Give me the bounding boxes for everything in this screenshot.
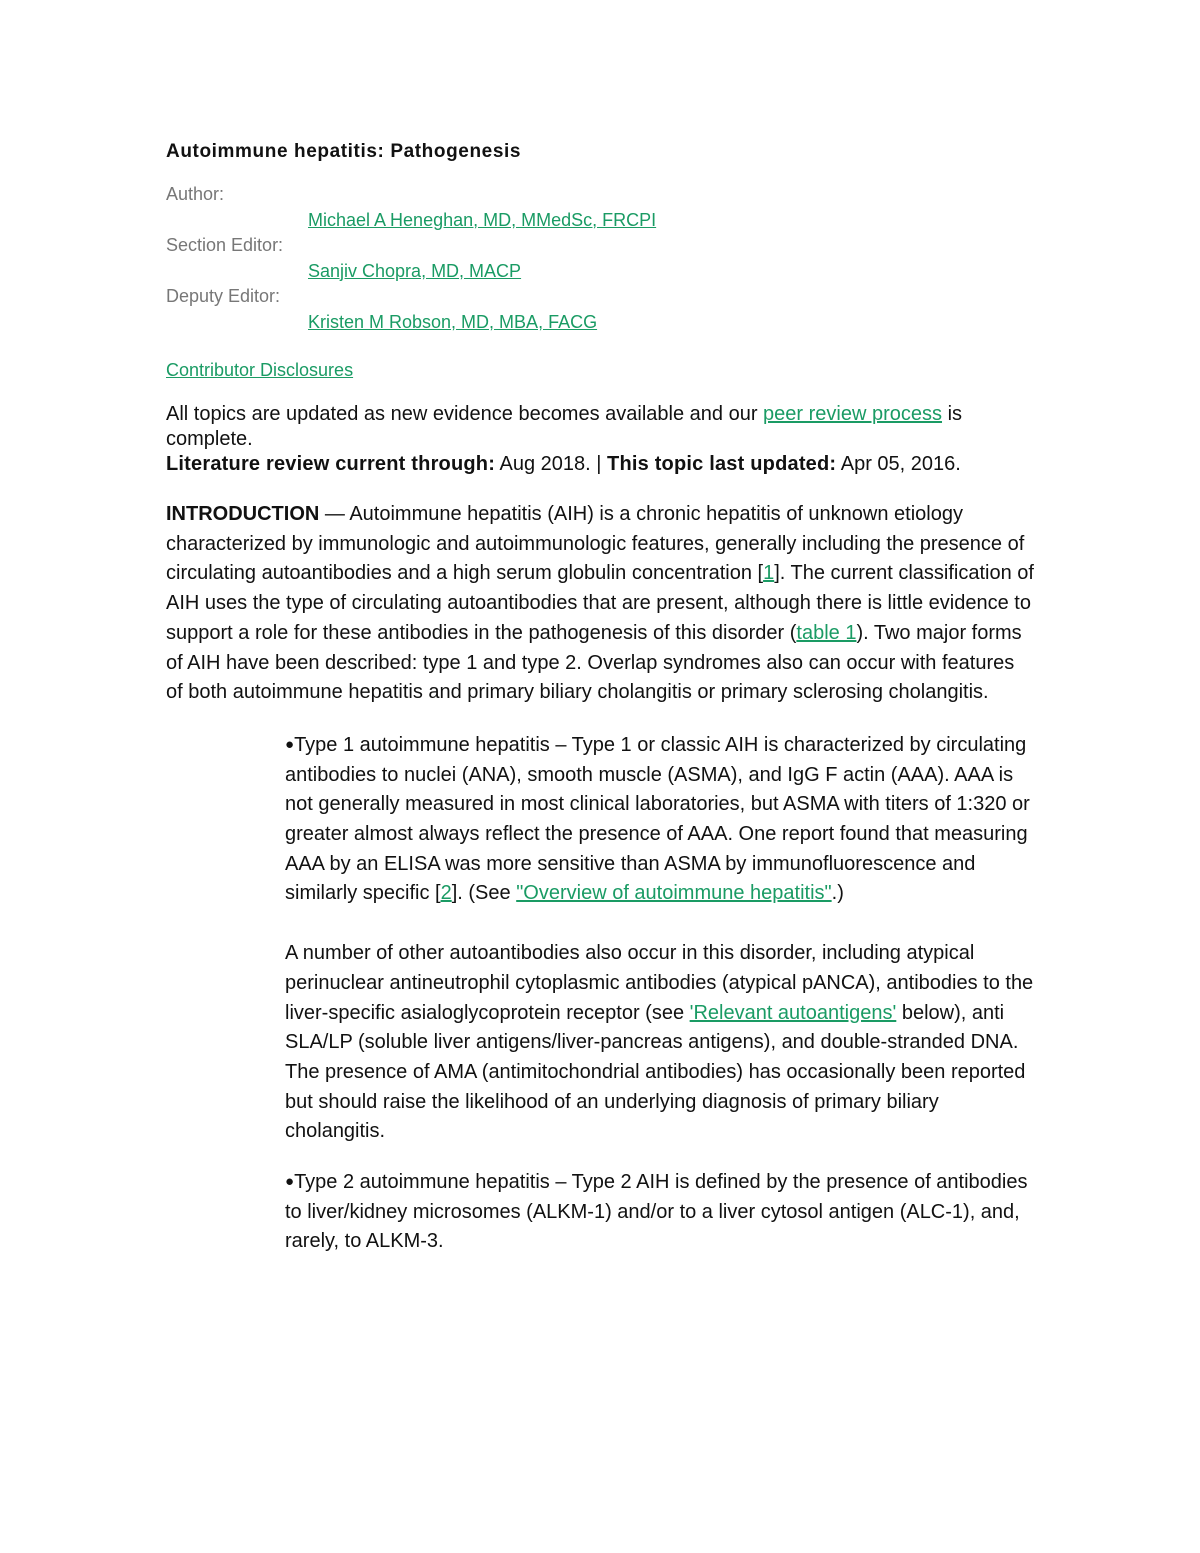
- author-link[interactable]: Michael A Heneghan, MD, MMedSc, FRCPI: [308, 209, 657, 230]
- bullet-1-text-1: Type 1 autoimmune hepatitis – Type 1 or classic AIH is characterized by circulating antibodies to nuclei (ANA), smooth muscle (ASMA), and IgG F actin (AAA). AAA is not generally measured in most clinical laboratories, but ASMA with titers of 1:320 or greater almost always reflect the presence of AAA. One report found that measuring AAA by an ELISA was more sensitive than ASMA by immunofluorescence and similarly specific [: [285, 733, 1030, 905]
- page-title: Autoimmune hepatitis: Pathogenesis: [166, 141, 522, 162]
- lit-review-value: Aug 2018. |: [495, 453, 608, 475]
- deputy-editor-link[interactable]: Kristen M Robson, MD, MBA, FACG: [308, 311, 598, 332]
- update-note-prefix: All topics are updated as new evidence becomes available and our: [166, 403, 764, 425]
- bullet-icon: ●: [285, 735, 295, 753]
- relevant-autoantigens-link[interactable]: 'Relevant autoantigens': [689, 1001, 897, 1024]
- overview-aih-link[interactable]: "Overview of autoimmune hepatitis": [516, 882, 832, 905]
- section-editor-label: Section Editor:: [166, 235, 284, 255]
- bullet-type-2: [285, 1167, 1036, 1257]
- lit-review-label: Literature review current through:: [166, 453, 496, 475]
- contributors-block: [166, 182, 1036, 335]
- last-updated-value: Apr 05, 2016.: [836, 453, 961, 475]
- document-page: [166, 138, 1036, 1257]
- last-updated-label: This topic last updated:: [607, 453, 837, 475]
- section-editor-link[interactable]: Sanjiv Chopra, MD, MACP: [308, 260, 522, 281]
- peer-review-link[interactable]: peer review process: [763, 403, 943, 425]
- introduction-paragraph: [166, 500, 1036, 708]
- bullet-1-text-3: .): [831, 882, 844, 905]
- deputy-editor-label: Deputy Editor:: [166, 286, 281, 306]
- introduction-heading: INTRODUCTION: [166, 503, 320, 525]
- bullet-1-text-2: ]. (See: [451, 882, 517, 905]
- review-dates: [166, 452, 1036, 477]
- intro-text-3: ). Two major forms of AIH have been described: type 1 and type 2. Overlap syndromes also can occur with features of both autoimmune hepatitis and primary biliary cholangitis or primary sclerosing cholangitis.: [166, 621, 1022, 704]
- table-1-link[interactable]: table 1: [796, 621, 857, 644]
- bullet-type-1: [285, 730, 1036, 909]
- update-note: [166, 402, 1036, 452]
- author-label: Author:: [166, 184, 225, 204]
- contributor-disclosures-link[interactable]: Contributor Disclosures: [166, 360, 354, 380]
- update-note-suffix: is complete.: [166, 403, 963, 450]
- reference-2-link[interactable]: 2: [440, 882, 452, 905]
- bullet-type-1-paragraph-2: [285, 939, 1036, 1147]
- bullet-2-text: Type 2 autoimmune hepatitis – Type 2 AIH is defined by the presence of antibodies to liver/kidney microsomes (ALKM-1) and/or to a liver cytosol antigen (ALC-1), and, rarely, to ALKM-3.: [285, 1171, 1028, 1253]
- intro-text-1: — Autoimmune hepatitis (AIH) is a chronic hepatitis of unknown etiology characterized by immunologic and autoimmunologic features, generally including the presence of circulating autoantibodies and a high serum globulin concentration [: [166, 503, 1025, 585]
- intro-text-2: ]. The current classification of AIH uses the type of circulating autoantibodies that are present, although there is little evidence to support a role for these antibodies in the pathogenesis of this disorder (: [166, 562, 1034, 644]
- bullet-1-para-2-text-2: below), anti SLA/LP (soluble liver antigens/liver-pancreas antigens), and double-stranded DNA. The presence of AMA (antimitochondrial antibodies) has occasionally been reported but should raise the likelihood of an underlying diagnosis of primary biliary cholangitis.: [285, 1001, 1026, 1143]
- reference-1-link[interactable]: 1: [763, 562, 775, 585]
- bullet-icon: ●: [285, 1173, 295, 1191]
- bullet-1-para-2-text-1: A number of other autoantibodies also occur in this disorder, including atypical perinuclear antineutrophil cytoplasmic antibodies (atypical pANCA), antibodies to the liver-specific asialoglycoprotein receptor (see: [285, 942, 1034, 1024]
